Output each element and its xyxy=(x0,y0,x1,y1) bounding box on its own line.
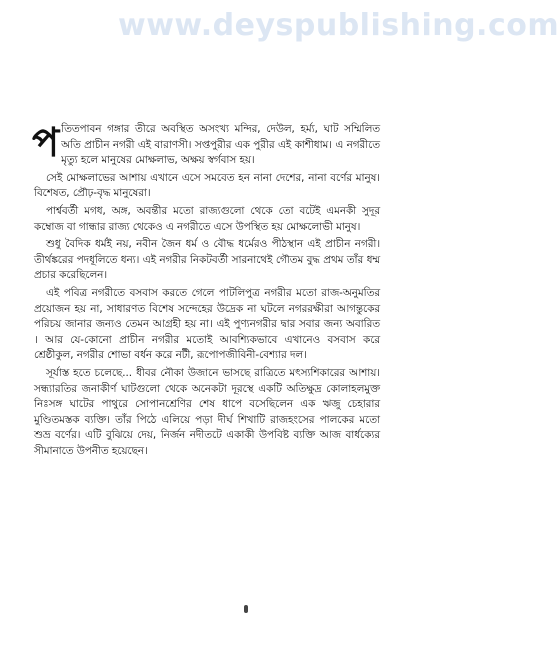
publisher-watermark: www.deyspublishing.com xyxy=(118,8,559,43)
paragraph-5: এই পবিত্র নগরীতে বসবাস করতে গেলে পাটলিপুত্র নগরীর মতো রাজ-অনুমতির প্রয়োজন হয় না, সাধারণত বিশেষ সন্দেহের উদ্রেক না ঘটলে নগররক্ষীরা আগন্তুকের পরিচয় জানার জন্যও তেমন আগ্রহী হয় না। এই পুণ্যনগরীর দ্বার সবার জন্য অবারিত । আর যে-কোনো প্রাচীন নগরীর মতোই আবশ্যিকভাবে এখানেও বসবাস করে শ্রেষ্ঠীকুল, নগরীর শোভা বর্ধন করে নটী, রূপোপজীবিনী-বেশ্যার দল। xyxy=(34,286,380,362)
paragraph-6: সূর্যাস্ত হতে চলেছে... ধীবর নৌকা উজানে ভাসছে রাত্রিতে মৎস্যশিকারের আশায়। সন্ধ্যারতির জনাকীর্ণ ঘাটগুলো থেকে অনেকটা দূরস্থে একটি অতিক্ষুদ্র কোলাহলমুক্ত নিঃসঙ্গ ঘাটের পাথুরে সোপানশ্রেণির শেষ ধাপে বসেছিলেন এক ঋজু চেহারার মুণ্ডিতমস্তক ব্যক্তি। তাঁর পিঠে এলিয়ে পড়া দীর্ঘ শিখাটি রাজহংসের পালকের মতো শুভ্র বর্ণের। এটি বুঝিয়ে দেয়, নির্জন নদীতটে একাকী উপবিষ্ট ব্যক্তি আজ বার্ধক্যের সীমানাতে উপনীত হয়েছেন। xyxy=(34,366,380,457)
drop-cap: প xyxy=(32,119,60,166)
paragraph-1 xyxy=(32,119,380,169)
book-page-text xyxy=(32,119,380,461)
paragraph-1-text: তিতপাবন গঙ্গার তীরে অবস্থিত অসংখ্য মন্দির, দেউল, হর্ম্য, ঘাট সম্মিলিত অতি প্রাচীন নগরী এই বারাণসী। সপ্তপুরীর এক পুরীর এই কাশীধাম। এ নগরীতে মৃত্যু হলে মানুষের মোক্ষলাভ, অক্ষয় স্বর্গবাস হয়। xyxy=(61,123,380,167)
paragraph-4: শুধু বৈদিক ধর্মই নয়, নবীন জৈন ধর্ম ও বৌদ্ধ ধর্মেরও পীঠস্থান এই প্রাচীন নগরী। তীর্থঙ্করের পদধূলিতে ধন্য। এই নগরীর নিকটবর্তী সারনাথেই গৌতম বুদ্ধ প্রথম তাঁর ধম্ম প্রচার করেছিলেন। xyxy=(34,238,380,282)
page-mark xyxy=(244,605,248,613)
paragraph-2: সেই মোক্ষলাভের আশায় এখানে এসে সমবেত হন নানা দেশের, নানা বর্ণের মানুষ। বিশেষত, প্রৌঢ়-বৃদ্ধ মানুষেরা। xyxy=(34,171,380,200)
paragraph-3: পার্শ্ববর্তী মগধ, অঙ্গ, অবন্তীর মতো রাজ্যগুলো থেকে তো বটেই এমনকী সুদূর কম্বোজ বা গান্ধার রাজ্য থেকেও এ নগরীতে এসে উপস্থিত হয় মোক্ষলোভী মানুষ। xyxy=(34,204,380,233)
